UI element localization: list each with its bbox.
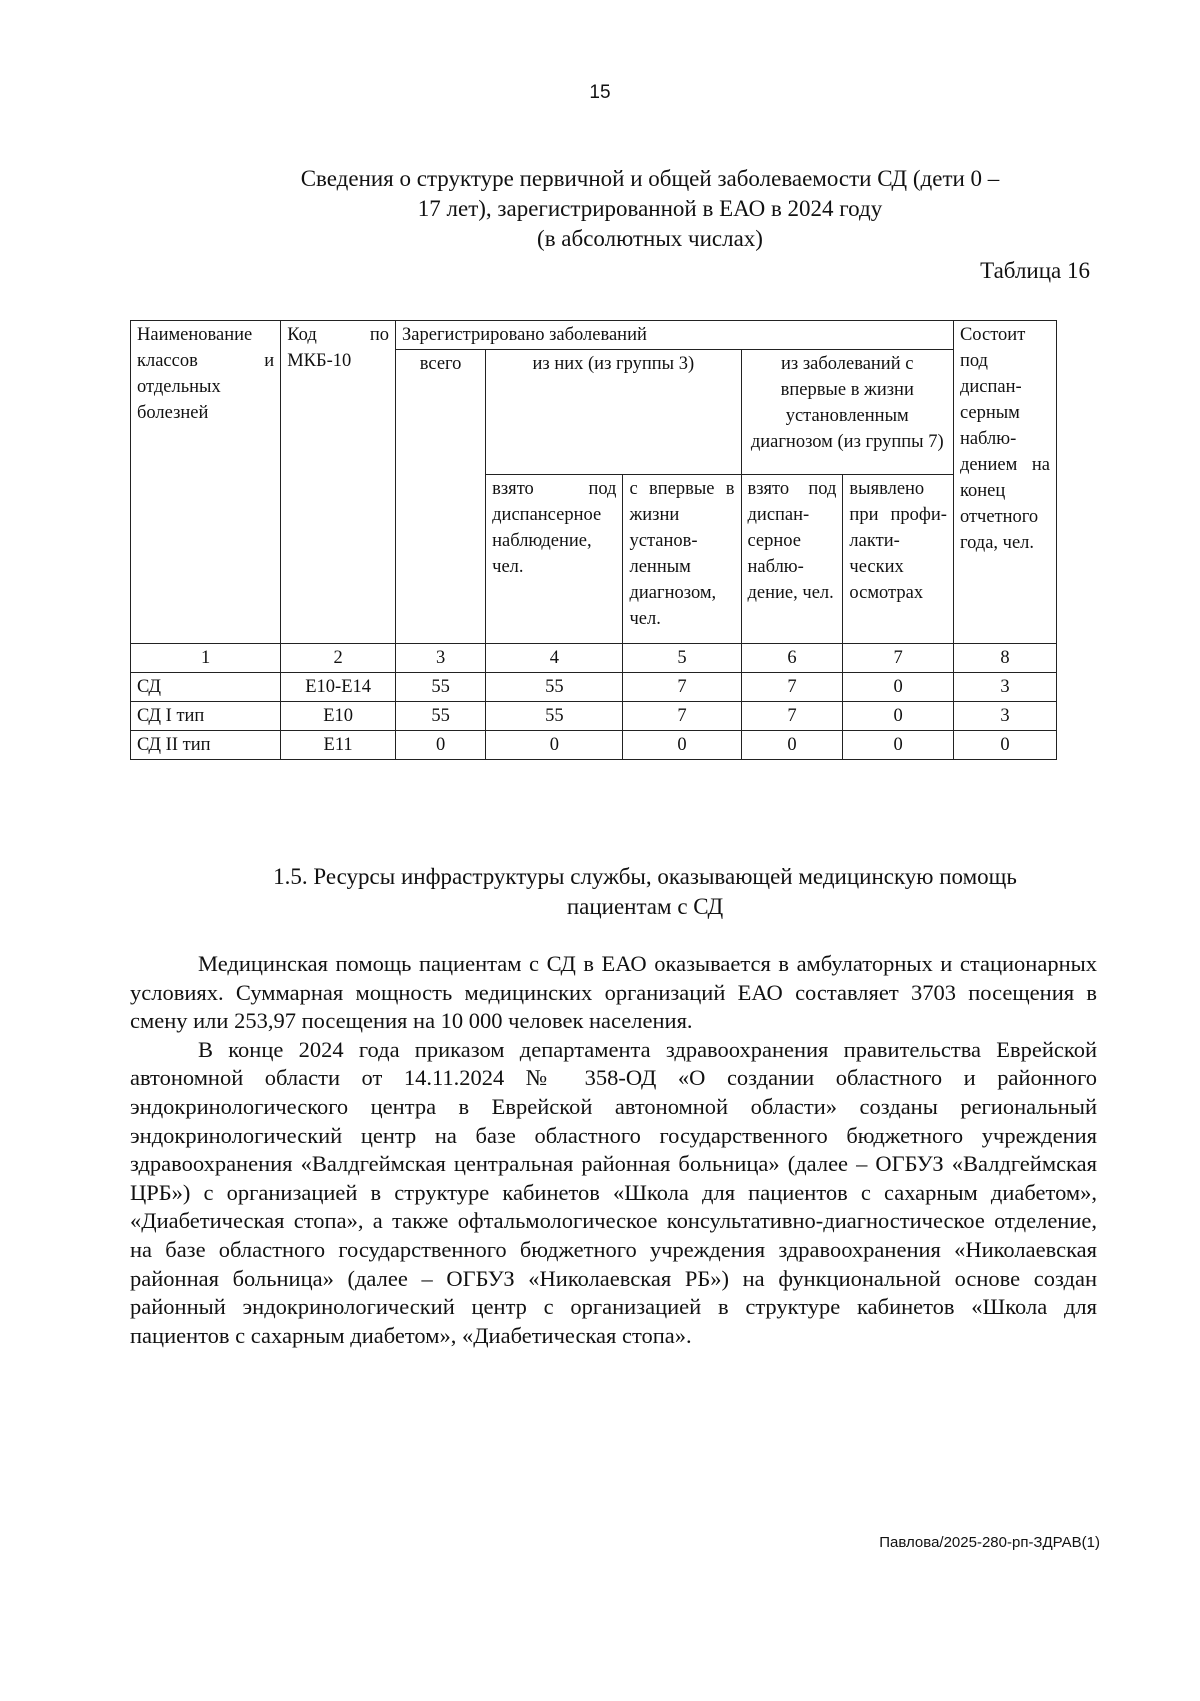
table-label: Таблица 16 — [980, 258, 1090, 283]
column-number: 2 — [281, 644, 396, 673]
row-value: 0 — [741, 731, 843, 760]
header-total: всего — [396, 350, 486, 644]
section-heading-line-1: 1.5. Ресурсы инфраструктуры службы, оказывающей медицинскую помощь — [273, 864, 1017, 889]
row-value: 55 — [396, 673, 486, 702]
row-value: 3 — [953, 702, 1056, 731]
header-taken-disp: взято под диспансерное наблюдение, чел. — [486, 475, 623, 644]
title-line-3: (в абсолютных числах) — [537, 226, 763, 251]
row-code: Е11 — [281, 731, 396, 760]
row-name: СД — [131, 673, 281, 702]
column-number: 1 — [131, 644, 281, 673]
column-number: 5 — [623, 644, 741, 673]
morbidity-table — [130, 320, 1057, 760]
header-detected: выявлено при профилактических осмотрах — [843, 475, 954, 644]
title-line-2: 17 лет), зарегистрированной в ЕАО в 2024 году — [417, 196, 883, 221]
section-heading-line-2: пациентам с СД — [566, 894, 724, 919]
row-value: 0 — [843, 673, 954, 702]
paragraph: В конце 2024 года приказом департамента здравоохранения правительства Еврейской автономной области от 14.11.2024 № 358-ОД «О создании областного и районного эндокринологического центра в Еврейской автономной области» созданы региональный эндокринологический центр на базе областного государственного бюджетного учреждения здравоохранения «Валдгеймская центральная районная больница» (далее – ОГБУЗ «Валдгеймская ЦРБ») с организацией в структуре кабинетов «Школа для пациентов с сахарным диабетом», «Диабетическая стопа», а также офтальмологическое консультативно-диагностическое отделение, на базе областного государственного бюджетного учреждения здравоохранения «Николаевская районная больница» (далее – ОГБУЗ «Николаевская РБ») на функциональной основе создан районный эндокринологический центр с организацией в структуре кабинетов «Школа для пациентов с сахарным диабетом», «Диабетическая стопа». — [130, 1036, 1097, 1348]
table-row — [131, 702, 1057, 731]
row-name: СД I тип — [131, 702, 281, 731]
column-number: 3 — [396, 644, 486, 673]
header-first-time: с впервые в жизни установленным диагнозом, чел. — [623, 475, 741, 644]
header-of-them: из них (из группы 3) — [486, 350, 741, 475]
header-name: Наименование классов и отдельных болезней — [131, 321, 281, 644]
footer-code: Павлова/2025-280-рп-ЗДРАВ(1) — [879, 1534, 1100, 1551]
row-value: 0 — [396, 731, 486, 760]
column-numbers-row — [131, 644, 1057, 673]
row-value: 3 — [953, 673, 1056, 702]
header-code: Код по МКБ-10 — [281, 321, 396, 644]
header-registered: Зарегистрировано заболеваний — [396, 321, 954, 350]
column-number: 8 — [953, 644, 1056, 673]
header-taken-disp-2: взято под диспансерное наблюдение, чел. — [741, 475, 843, 644]
row-value: 0 — [843, 702, 954, 731]
body-text — [130, 950, 1097, 1350]
column-number: 6 — [741, 644, 843, 673]
row-value: 7 — [741, 702, 843, 731]
row-value: 7 — [623, 702, 741, 731]
table-row — [131, 731, 1057, 760]
row-value: 0 — [486, 731, 623, 760]
section-heading — [200, 862, 1090, 922]
page-number: 15 — [589, 82, 611, 103]
row-code: Е10 — [281, 702, 396, 731]
row-code: Е10-Е14 — [281, 673, 396, 702]
title-line-1: Сведения о структуре первичной и общей заболеваемости СД (дети 0 – — [300, 166, 1000, 191]
header-observed: Состоит под диспансерным наблюдением на конец отчетного года, чел. — [953, 321, 1056, 644]
column-number: 7 — [843, 644, 954, 673]
row-value: 0 — [953, 731, 1056, 760]
row-value: 55 — [486, 702, 623, 731]
header-of-first: из заболеваний с впервые в жизни установленным диагнозом (из группы 7) — [741, 350, 953, 475]
row-value: 55 — [396, 702, 486, 731]
row-value: 7 — [623, 673, 741, 702]
paragraph: Медицинская помощь пациентам с СД в ЕАО оказывается в амбулаторных и стационарных условиях. Суммарная мощность медицинских организаций ЕАО составляет 3703 посещения в смену или 253,97 посещения на 10 000 человек населения. — [130, 951, 1097, 1034]
document-title — [210, 164, 1090, 254]
row-value: 0 — [843, 731, 954, 760]
row-value: 0 — [623, 731, 741, 760]
row-value: 7 — [741, 673, 843, 702]
row-name: СД II тип — [131, 731, 281, 760]
column-number: 4 — [486, 644, 623, 673]
row-value: 55 — [486, 673, 623, 702]
table-row — [131, 673, 1057, 702]
